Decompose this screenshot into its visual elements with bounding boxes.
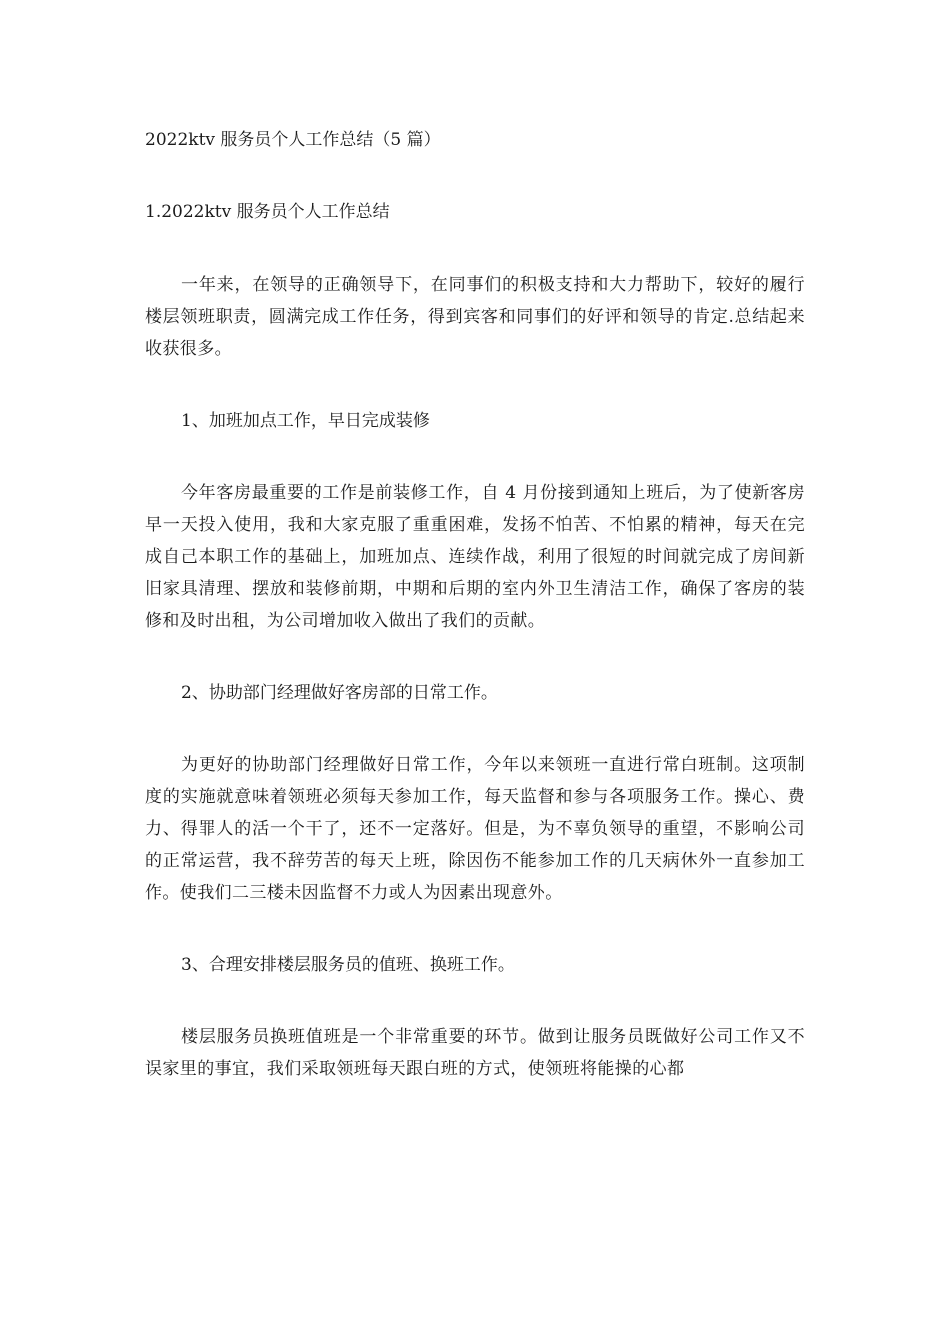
section-title: 1.2022ktv 服务员个人工作总结 <box>145 202 390 222</box>
paragraph-shift-duty: 楼层服务员换班值班是一个非常重要的环节。做到让服务员既做好公司工作又不误家里的事宜，我们采取领班每天跟白班的方式，使领班将能操的心都 <box>145 1027 805 1079</box>
intro-paragraph: 一年来，在领导的正确领导下，在同事们的积极支持和大力帮助下，较好的履行楼层领班职责，圆满完成工作任务，得到宾客和同事们的好评和领导的肯定.总结起来收获很多。 <box>145 275 805 359</box>
document-title: 2022ktv 服务员个人工作总结（5 篇） <box>145 130 441 150</box>
heading-overtime-work: 1、加班加点工作，早日完成装修 <box>181 411 430 431</box>
heading-shift-arrangement: 3、合理安排楼层服务员的值班、换班工作。 <box>181 955 515 975</box>
paragraph-daily-work: 为更好的协助部门经理做好日常工作，今年以来领班一直进行常白班制。这项制度的实施就意味着领班必须每天参加工作，每天监督和参与各项服务工作。操心、费力、得罪人的活一个干了，还不一定落好。但是，为不辜负领导的重望，不影响公司的正常运营，我不辞劳苦的每天上班，除因伤不能参加工作的几天病休外一直参加工作。使我们二三楼未因监督不力或人为因素出现意外。 <box>145 755 805 903</box>
paragraph-renovation: 今年客房最重要的工作是前装修工作，自 4 月份接到通知上班后，为了使新客房早一天投入使用，我和大家克服了重重困难，发扬不怕苦、不怕累的精神，每天在完成自己本职工作的基础上，加班加点、连续作战，利用了很短的时间就完成了房间新旧家具清理、摆放和装修前期，中期和后期的室内外卫生清洁工作，确保了客房的装修和及时出租，为公司增加收入做出了我们的贡献。 <box>145 483 805 631</box>
heading-assist-manager: 2、协助部门经理做好客房部的日常工作。 <box>181 683 498 703</box>
document-body <box>145 124 805 1085</box>
